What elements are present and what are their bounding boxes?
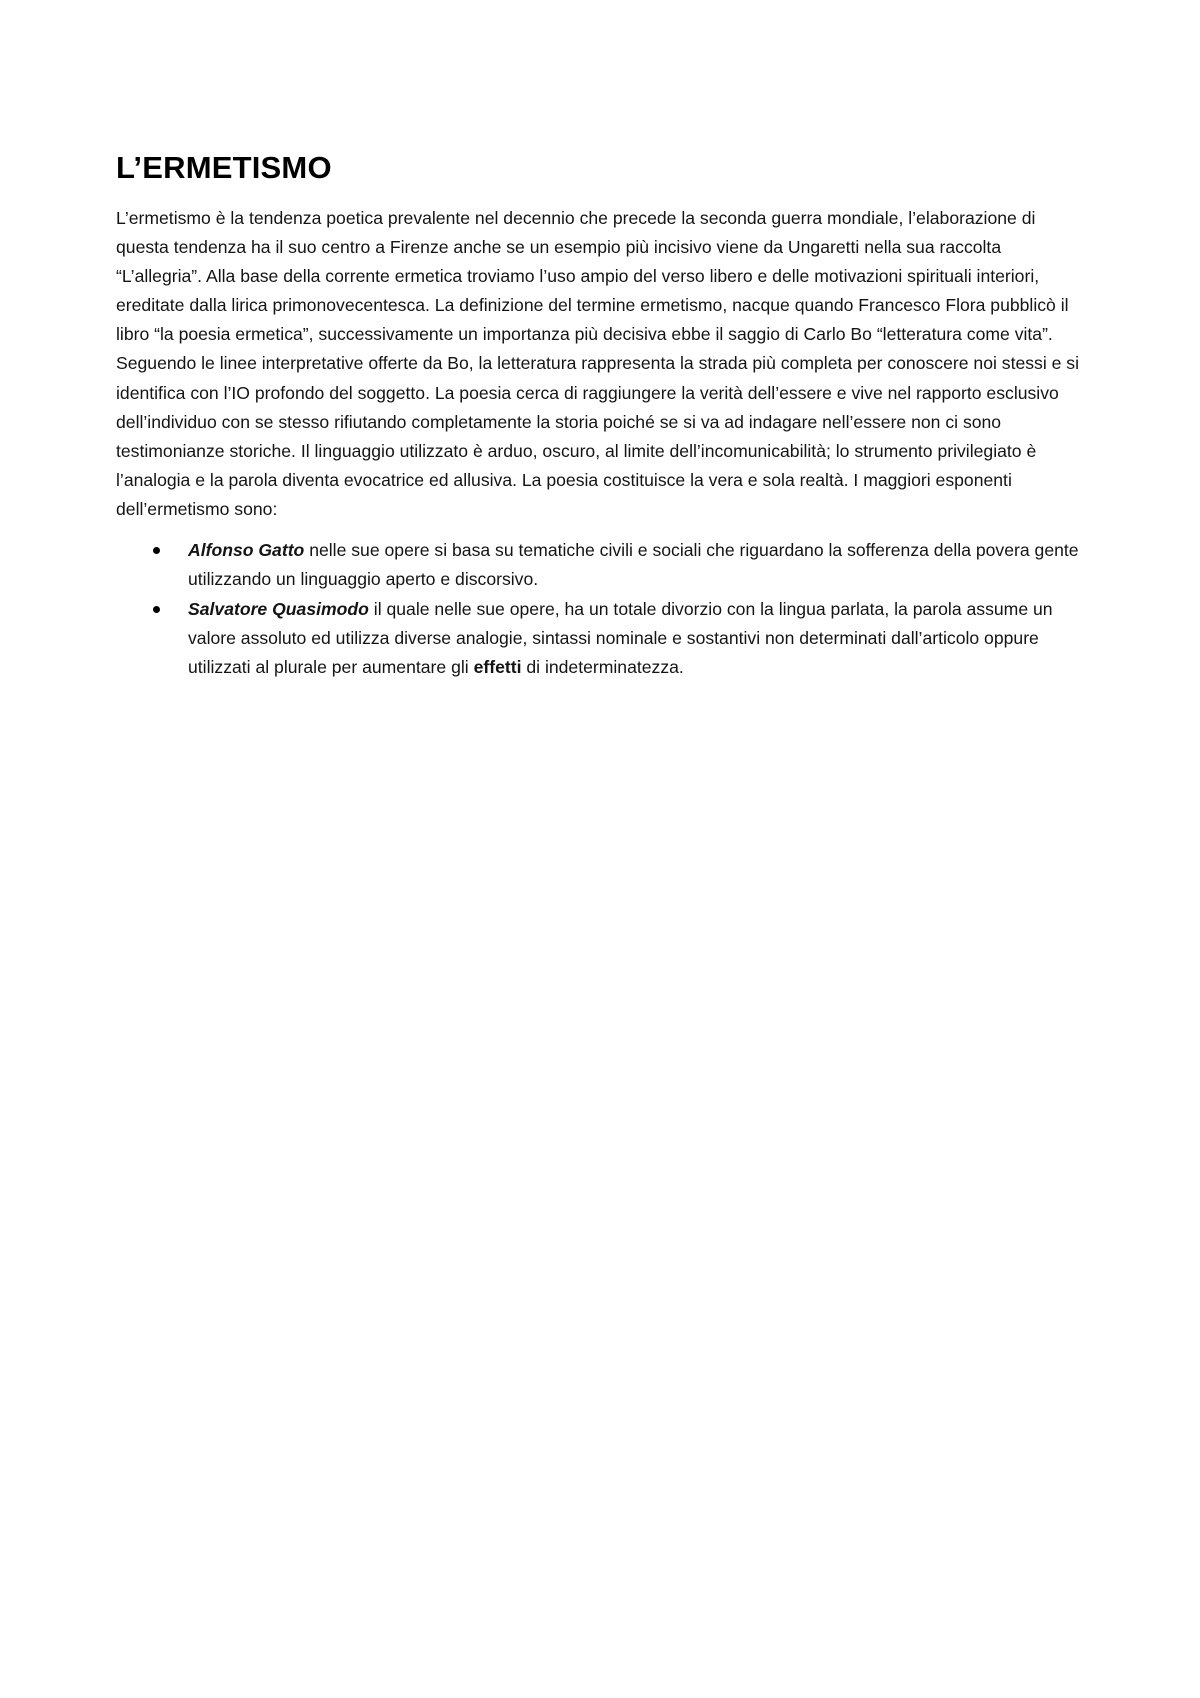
emphasized-word: effetti	[473, 657, 522, 678]
author-description: il quale nelle sue opere, ha un totale divorzio con la lingua parlata, la parola assume un valore assoluto ed utilizza diverse analogie, sintassi nominale e sostantivi non determinati dall’articolo oppure utilizzati al plurale per aumentare gli	[188, 599, 1053, 678]
bullet-icon	[153, 606, 160, 613]
author-name: Salvatore Quasimodo	[188, 599, 369, 620]
intro-paragraph: L’ermetismo è la tendenza poetica prevalente nel decennio che precede la seconda guerra mondiale, l’elaborazione di questa tendenza ha il suo centro a Firenze anche se un esempio più incisivo viene da Ungaretti nella sua raccolta “L’allegria”. Alla base della corrente ermetica troviamo l’uso ampio del verso libero e delle motivazioni spirituali interiori, ereditate dalla lirica primonovecentesca. La definizione del termine ermetismo, nacque quando Francesco Flora pubblicò il libro “la poesia ermetica”, successivamente un importanza più decisiva ebbe il saggio di Carlo Bo “letteratura come vita”. Seguendo le linee interpretative offerte da Bo, la letteratura rappresenta la strada più completa per conoscere noi stessi e si identifica con l’IO profondo del soggetto. La poesia cerca di raggiungere la verità dell’essere e vive nel rapporto esclusivo dell’individuo con se stesso rifiutando completamente la storia poiché se si va ad indagare nell’essere non ci sono testimonianze storiche. Il linguaggio utilizzato è arduo, oscuro, al limite dell’incomunicabilità; lo strumento privilegiato è l’analogia e la parola diventa evocatrice ed allusiva. La poesia costituisce la vera e sola realtà. I maggiori esponenti dell’ermetismo sono:	[116, 208, 1080, 519]
bullet-icon	[153, 547, 160, 554]
author-description-end: di indeterminatezza.	[521, 657, 684, 678]
list-item	[188, 595, 1084, 682]
list-item	[188, 536, 1084, 594]
document-title: L’ERMETISMO	[116, 150, 332, 185]
authors-list	[116, 536, 1084, 682]
author-description: nelle sue opere si basa su tematiche civili e sociali che riguardano la sofferenza della povera gente utilizzando un linguaggio aperto e discorsivo.	[188, 540, 1079, 590]
document-content	[116, 148, 1084, 684]
author-name: Alfonso Gatto	[188, 540, 305, 561]
